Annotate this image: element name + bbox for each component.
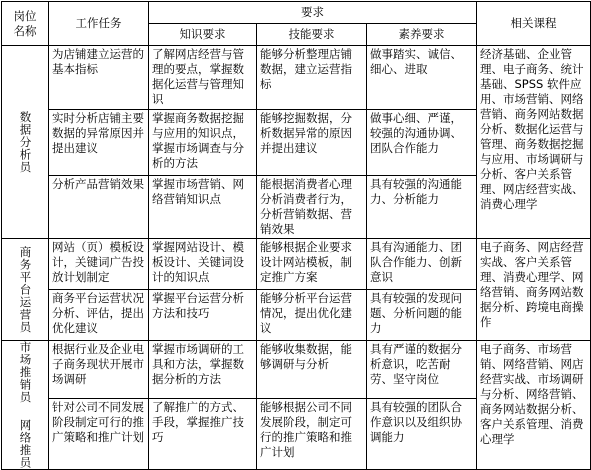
knowledge-cell: 掌握市场营销、网络营销知识点 [149,176,257,239]
table-row [2,341,591,399]
skill-cell: 能够分析整理店铺数据，建立运营指标 [257,46,367,110]
task-cell: 商务平台运营状况分析、评估，提出优化建议 [49,290,149,341]
courses-cell: 电子商务、网店经营实战、客户关系管理、消费心理学、网络营销、商务网站数据分析、跨境电商操作 [477,239,591,341]
post-name-data-analyst: 数据分析员 [2,46,49,239]
post-name-line-2: 网络推员 [18,418,33,469]
quality-cell: 具有沟通能力、团队合作能力、创新意识 [367,239,477,290]
skill-cell: 能够根据企业要求设计网站模板，制定推广方案 [257,239,367,290]
task-cell: 网站（页）模板设计，关键词广告投放计划制定 [49,239,149,290]
task-cell: 实时分析店铺主要数据的异常原因并提出建议 [49,110,149,176]
header-post-name: 岗位名称 [2,2,49,46]
task-cell: 为店铺建立运营的基本指标 [49,46,149,110]
quality-cell: 具有严谨的数据分析意识，吃苦耐劳、坚守岗位 [367,341,477,399]
header-skill: 技能要求 [257,24,367,46]
skill-cell: 能够挖掘数据，分析数据异常的原因并提出建议 [257,110,367,176]
knowledge-cell: 掌握商务数据挖掘与应用的知识点，掌握市场调查与分析的方法 [149,110,257,176]
header-knowledge: 知识要求 [149,24,257,46]
header-task: 工作任务 [49,2,149,46]
knowledge-cell: 掌握网站设计、模板设计、关键词设计的知识点 [149,239,257,290]
task-cell: 分析产品营销效果 [49,176,149,239]
quality-cell: 具有较强的发现问题、分析问题的能力 [367,290,477,341]
courses-cell: 经济基础、企业管理、电子商务、统计基础、SPSS 软件应用、市场营销、网络营销、商务网站数据分析、数据化运营与管理、商务数据挖掘与应用、市场调研与分析、客户关系管理、网店经营实战、消费心理学 [477,46,591,239]
quality-cell: 具有较强的团队合作意识以及组织协调能力 [367,399,477,469]
quality-cell: 做事踏实、诚信、细心、进取 [367,46,477,110]
table-row [2,46,591,110]
skill-cell: 能根据消费者心理分析消费者行为，分析营销数据、营销效果 [257,176,367,239]
job-requirements-table [1,1,591,470]
skill-cell: 能够收集数据，能够调研与分析 [257,341,367,399]
task-cell: 根据行业及企业电子商务现状开展市场调研 [49,341,149,399]
knowledge-cell: 了解推广的方式、手段，掌握推广技巧 [149,399,257,469]
knowledge-cell: 了解网店经营与管理的要点，掌握数据化运营与管理知识 [149,46,257,110]
table-row [2,239,591,290]
skill-cell: 能够分析平台运营情况，提出优化建议 [257,290,367,341]
courses-cell: 电子商务、市场营销、网络营销、网店经营实战、市场调研与分析、网络营销、商务网站数据分析、客户关系管理、消费心理学 [477,341,591,470]
header-quality: 素养要求 [367,24,477,46]
knowledge-cell: 掌握市场调研的工具和方法，掌握数据分析的方法 [149,341,257,399]
header-requirements: 要求 [149,2,477,24]
quality-cell: 做事心细、严谨，较强的沟通协调、团队合作能力 [367,110,477,176]
task-cell: 针对公司不同发展阶段制定可行的推广策略和推广计划 [49,399,149,469]
post-name-platform-operator: 商务平台运营员 [2,239,49,341]
quality-cell: 具有较强的沟通能力、分析能力 [367,176,477,239]
header-courses: 相关课程 [477,2,591,46]
skill-cell: 能够根据公司不同发展阶段，制定可行的推广策略和推广计划 [257,399,367,469]
post-name-marketing [2,341,49,470]
knowledge-cell: 掌握平台运营分析方法和技巧 [149,290,257,341]
post-name-line-1: 市场推销员 [18,341,33,404]
